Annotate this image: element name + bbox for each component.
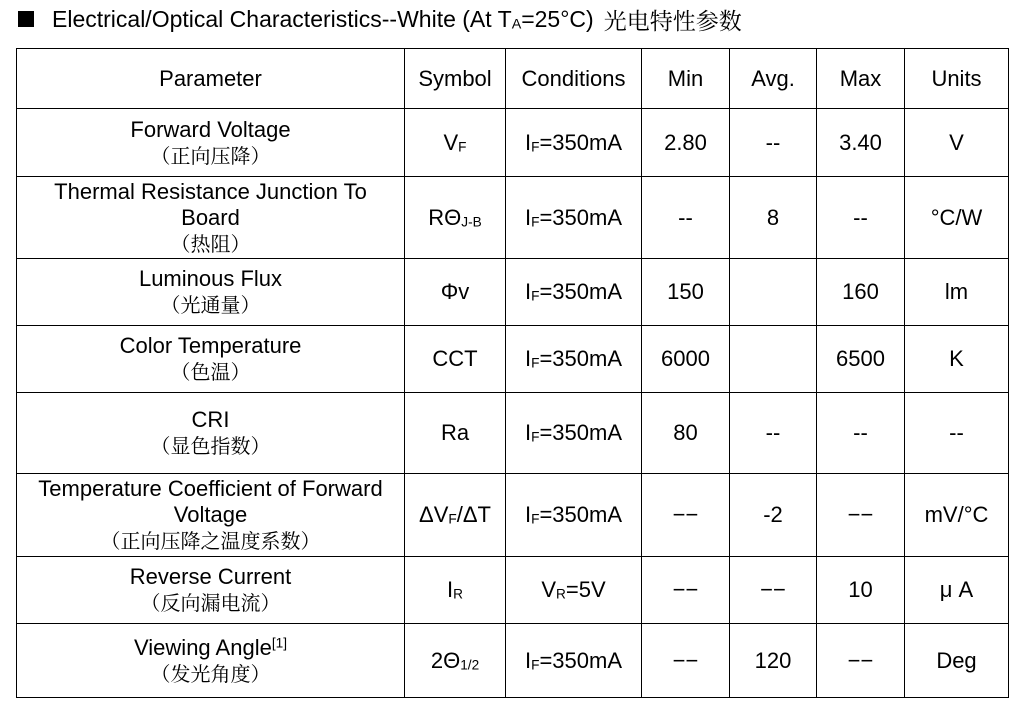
condition-main: I [524, 647, 532, 673]
table-row [17, 326, 1009, 393]
avg-cell: -2 [730, 474, 817, 557]
symbol-cell [405, 393, 506, 474]
parameter-cell [17, 557, 405, 624]
parameter-name-text: CRI [191, 407, 230, 432]
symbol-main: RΘ [428, 204, 462, 230]
condition-value: =350mA [539, 204, 622, 230]
avg-cell [730, 259, 817, 326]
min-cell: 150 [642, 259, 730, 326]
max-cell: -- [817, 393, 905, 474]
symbol-subscript: J-B [461, 214, 482, 230]
symbol-main: V [443, 129, 459, 155]
parameter-cell [17, 109, 405, 177]
min-cell: 6000 [642, 326, 730, 393]
max-cell: 10 [817, 557, 905, 624]
condition-main: I [524, 129, 532, 155]
symbol-main: Ra [440, 420, 470, 445]
symbol-tail: /ΔT [456, 502, 491, 527]
table-row [17, 259, 1009, 326]
condition-value: =350mA [539, 279, 622, 304]
parameter-cell [17, 259, 405, 326]
condition-value: =350mA [539, 502, 622, 527]
condition-main: I [524, 279, 532, 304]
max-cell: 160 [817, 259, 905, 326]
parameter-name [17, 407, 404, 433]
condition-subscript: F [531, 355, 540, 371]
symbol-cell [405, 557, 506, 624]
units-cell: mV/°C [905, 474, 1009, 557]
parameter-cell [17, 624, 405, 698]
units-cell: lm [905, 259, 1009, 326]
characteristics-table [16, 48, 1009, 698]
min-cell: 80 [642, 393, 730, 474]
symbol-cell [405, 177, 506, 259]
header-min: Min [642, 49, 730, 109]
symbol-subscript: F [458, 139, 467, 155]
parameter-name-text: Viewing Angle [134, 634, 272, 660]
parameter-name-cont: Voltage [173, 502, 248, 527]
max-cell: 6500 [817, 326, 905, 393]
symbol-subscript: R [453, 586, 463, 602]
parameter-name-text: Luminous Flux [138, 266, 283, 291]
symbol-cell [405, 474, 506, 557]
condition-main: I [524, 502, 532, 527]
avg-cell: 8 [730, 177, 817, 259]
header-max: Max [817, 49, 905, 109]
symbol-subscript: 1/2 [460, 657, 480, 673]
parameter-name [17, 266, 404, 292]
avg-cell: −− [730, 557, 817, 624]
symbol-main: I [447, 577, 454, 602]
avg-cell: -- [730, 109, 817, 177]
symbol-cell [405, 259, 506, 326]
avg-cell [730, 326, 817, 393]
min-cell: 2.80 [642, 109, 730, 177]
parameter-cell [17, 177, 405, 259]
units-cell: K [905, 326, 1009, 393]
condition-value: =350mA [539, 647, 622, 673]
max-cell: −− [817, 624, 905, 698]
parameter-cell [17, 326, 405, 393]
min-cell: -- [642, 177, 730, 259]
header-row [17, 49, 1009, 109]
parameter-name-text: Reverse Current [129, 564, 292, 589]
condition-subscript: F [531, 429, 540, 445]
header-conditions: Conditions [506, 49, 642, 109]
condition-subscript: F [531, 511, 540, 527]
parameter-cell [17, 393, 405, 474]
parameter-name [17, 564, 404, 590]
units-cell: V [905, 109, 1009, 177]
header-symbol: Symbol [405, 49, 506, 109]
symbol-main: Φv [440, 279, 470, 304]
conditions-cell [506, 326, 642, 393]
title-chinese: 光电特性参数 [603, 8, 742, 35]
condition-main: I [524, 204, 532, 230]
table-row [17, 177, 1009, 259]
parameter-name [17, 476, 404, 502]
parameter-name-chinese: （热阻） [170, 231, 251, 256]
condition-value: =5V [565, 577, 606, 602]
header-parameter: Parameter [17, 49, 405, 109]
parameter-name-text: Forward Voltage [130, 116, 291, 142]
min-cell: −− [642, 474, 730, 557]
conditions-cell [506, 259, 642, 326]
conditions-cell [506, 177, 642, 259]
symbol-cell [405, 624, 506, 698]
symbol-main: ΔV [419, 502, 449, 527]
parameter-name-chinese: （显色指数） [150, 434, 271, 458]
conditions-cell [506, 624, 642, 698]
symbol-main: CCT [432, 346, 478, 371]
units-cell: °C/W [905, 177, 1009, 259]
condition-value: =350mA [539, 346, 622, 371]
units-cell: Deg [905, 624, 1009, 698]
parameter-name-text: Color Temperature [119, 333, 302, 358]
condition-main: V [541, 577, 557, 602]
square-bullet-icon [18, 11, 34, 27]
table-row [17, 624, 1009, 698]
parameter-name-text: Thermal Resistance Junction To [54, 178, 367, 204]
avg-cell: -- [730, 393, 817, 474]
condition-value: =350mA [539, 420, 622, 445]
max-cell: 3.40 [817, 109, 905, 177]
table-row [17, 474, 1009, 557]
table-row [17, 557, 1009, 624]
parameter-name [17, 333, 404, 359]
parameter-cell [17, 474, 405, 557]
symbol-subscript: F [448, 511, 457, 527]
max-cell: −− [817, 474, 905, 557]
conditions-cell [506, 557, 642, 624]
parameter-name-chinese: （正向压降之温度系数） [100, 529, 321, 553]
parameter-name-cont: Board [181, 204, 240, 230]
conditions-cell [506, 474, 642, 557]
units-cell: μ A [905, 557, 1009, 624]
page-title [18, 4, 742, 34]
condition-main: I [524, 346, 532, 371]
min-cell: −− [642, 557, 730, 624]
symbol-cell [405, 326, 506, 393]
condition-subscript: R [556, 586, 566, 602]
condition-subscript: F [531, 139, 540, 155]
symbol-cell [405, 109, 506, 177]
parameter-name [17, 635, 404, 661]
symbol-main: 2Θ [430, 647, 461, 673]
parameter-name-chinese: （正向压降） [150, 143, 271, 168]
parameter-name [17, 117, 404, 143]
conditions-cell [506, 109, 642, 177]
title-text: Electrical/Optical Characteristics--White (At $T_A=25^\circ C$) [52, 5, 594, 33]
condition-subscript: F [531, 657, 540, 673]
header-units: Units [905, 49, 1009, 109]
footnote-marker: [1] [271, 635, 287, 650]
min-cell: −− [642, 624, 730, 698]
parameter-name-text: Temperature Coefficient of Forward [38, 476, 383, 501]
header-avg: Avg. [730, 49, 817, 109]
condition-subscript: F [531, 214, 540, 230]
condition-main: I [524, 420, 532, 445]
table-row [17, 109, 1009, 177]
max-cell: -- [817, 177, 905, 259]
parameter-name-chinese: （发光角度） [150, 661, 271, 686]
parameter-name-chinese: （光通量） [160, 293, 261, 317]
conditions-cell [506, 393, 642, 474]
parameter-name-chinese: （色温） [170, 360, 251, 384]
parameter-name-chinese: （反向漏电流） [140, 591, 281, 615]
condition-subscript: F [531, 288, 540, 304]
avg-cell: 120 [730, 624, 817, 698]
table-row [17, 393, 1009, 474]
units-cell: -- [905, 393, 1009, 474]
parameter-name [17, 179, 404, 205]
condition-value: =350mA [539, 129, 622, 155]
